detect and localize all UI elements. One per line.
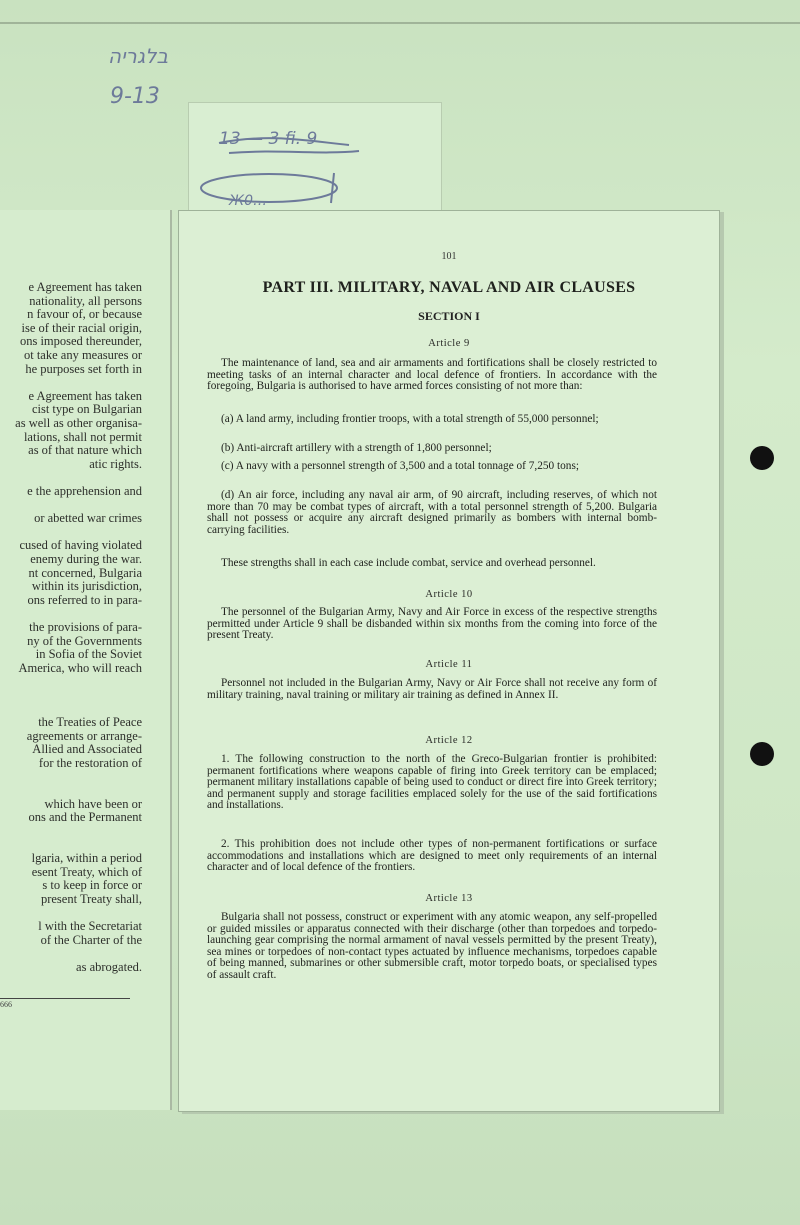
slip-scribble-icon: [189, 103, 441, 223]
article-9-item-d: (d) An air force, including any naval air arm, of 90 aircraft, including reserves, of which not more than 70 may be combat types of aircraft, with a total personnel strength of 5,200. Bulgaria shall not possess or acquire any aircraft designed primarily as bombers with internal bomb-carrying facilities.: [207, 489, 657, 536]
article-10-heading: Article 10: [425, 589, 473, 600]
left-page-line: enemy during the war.: [30, 552, 142, 566]
left-page-line: agreements or arrange-: [26, 728, 142, 743]
left-page-line: e Agreement has taken: [28, 280, 142, 294]
punch-hole-top: [750, 446, 774, 470]
article-9-item-a: (a) A land army, including frontier troops, with a total strength of 55,000 personnel;: [221, 413, 599, 425]
slip-mark-bottom: Ж0…: [229, 193, 267, 209]
handwritten-note-hebrew: בלגריה: [108, 44, 168, 68]
top-page-edge: [0, 22, 800, 24]
left-page-line: he purposes set forth in: [25, 361, 142, 376]
left-page-line: lgaria, within a period: [31, 851, 142, 866]
left-page-line: cist type on Bulgarian: [31, 402, 142, 417]
left-page-line: nationality, all persons: [29, 293, 142, 308]
article-9-item-c: (c) A navy with a personnel strength of 3,500 and a total tonnage of 7,250 tons;: [221, 460, 579, 472]
left-page-line: nt concerned, Bulgaria: [28, 565, 142, 580]
left-page-line: or abetted war crimes: [34, 511, 142, 526]
article-12-para-1: 1. The following construction to the north of the Greco-Bulgarian frontier is prohibited: permanent fortifications where weapons capable of firing into Greek territory can be emplaced; permanent military installations capable of being used to conduct or direct fire into Greek territory; and permanent supply and storage facilities emplaced solely for the use of the said fortifications and installations.: [207, 753, 657, 812]
article-9-heading: Article 9: [428, 338, 470, 349]
left-footer-rule: [0, 998, 130, 999]
article-11-text: Personnel not included in the Bulgarian Army, Navy or Air Force shall not receive any form of military training, naval training or military air training as defined in Annex II.: [207, 677, 657, 701]
left-page-fragment: [0, 210, 172, 1110]
article-9-closing: These strengths shall in each case include combat, service and overhead personnel.: [221, 557, 596, 569]
left-page-line: ons and the Permanent: [28, 810, 142, 825]
slip-mark: 13 — 3 ﬁ. 9: [219, 129, 318, 149]
left-page-line: ons referred to in para-: [27, 592, 142, 607]
article-12-para-2: 2. This prohibition does not include other types of non-permanent fortifications or surface accommodations and installations which are designed to meet only requirements of an internal character and of local defence of the frontiers.: [207, 838, 657, 874]
left-page-line: which have been or: [44, 796, 142, 811]
left-page-line: e Agreement has taken: [28, 388, 142, 403]
article-9-intro: The maintenance of land, sea and air armaments and fortifications shall be closely restricted to meeting tasks of an internal character and local defence of frontiers. In accordance with the foregoing, Bulgaria is authorised to have armed forces consisting of not more than:: [207, 357, 657, 393]
left-page-line: atic rights.: [89, 456, 142, 471]
article-10-text: The personnel of the Bulgarian Army, Navy and Air Force in excess of the respective strengths permitted under Article 9 shall be disbanded within six months from the coming into force of the present Treaty.: [207, 606, 657, 642]
left-page-line: l with the Secretariat: [38, 919, 142, 934]
section-title: SECTION I: [418, 309, 480, 323]
article-13-heading: Article 13: [425, 893, 473, 904]
left-page-line: n favour of, or because: [27, 307, 142, 322]
left-page-line: as abrogated.: [76, 960, 142, 974]
article-12-heading: Article 12: [425, 735, 473, 746]
article-9-item-b: (b) Anti-aircraft artillery with a strength of 1,800 personnel;: [221, 442, 492, 454]
left-page-line: esent Treaty, which of: [31, 864, 142, 879]
left-footer-number: 666: [0, 1000, 12, 1009]
left-page-line: Allied and Associated: [32, 742, 142, 757]
left-page-line: within its jurisdiction,: [31, 579, 142, 594]
left-page-line: cused of having violated: [19, 538, 142, 553]
left-page-line: e the apprehension and: [27, 484, 142, 498]
document-page: [178, 210, 720, 1112]
left-page-line: in Sofia of the Soviet: [35, 647, 142, 662]
handwritten-note-number: 9-13: [110, 84, 160, 109]
left-page-line: ny of the Governments: [27, 633, 142, 648]
left-page-line: the Treaties of Peace: [38, 715, 142, 730]
left-page-line: for the restoration of: [38, 756, 142, 770]
left-page-line: present Treaty shall,: [40, 892, 142, 906]
article-13-text: Bulgaria shall not possess, construct or experiment with any atomic weapon, any self-propelled or guided missiles or apparatus connected with their discharge (other than torpedoes and torpedo-launching gear comprising the normal armament of naval vessels permitted by the present Treaty), sea mines or torpedoes of non-contact types actuated by influence mechanisms, torpedoes capable of being manned, submarines or other submersible craft, motor torpedo boats, or specialised types of assault craft.: [207, 911, 657, 981]
punch-hole-bottom: [750, 742, 774, 766]
left-page-line: as well as other organisa-: [15, 416, 142, 430]
left-page-line: of the Charter of the: [40, 932, 142, 947]
left-page-line: the provisions of para-: [29, 620, 142, 634]
left-page-line: America, who will reach: [18, 660, 142, 675]
left-page-line: ons imposed thereunder,: [19, 334, 142, 349]
left-page-line: ot take any measures or: [23, 348, 142, 362]
article-11-heading: Article 11: [425, 659, 473, 670]
left-page-line: as of that nature which: [28, 443, 142, 458]
left-page-line: lations, shall not permit: [23, 429, 142, 444]
page-number: 101: [441, 251, 457, 262]
left-page-line: ise of their racial origin,: [21, 320, 142, 335]
attached-slip: [188, 102, 442, 224]
left-page-line: s to keep in force or: [42, 878, 142, 893]
part-title: PART III. MILITARY, NAVAL AND AIR CLAUSES: [262, 279, 636, 296]
